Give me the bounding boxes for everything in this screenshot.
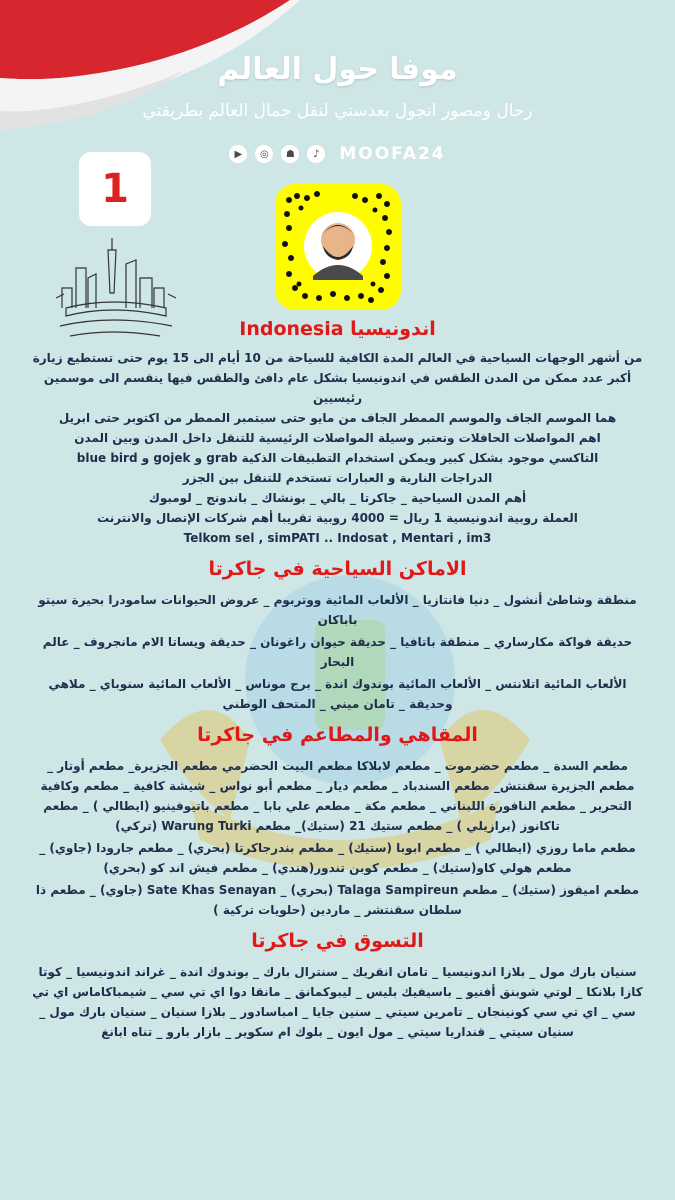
indonesia-line: هما الموسم الجاف والموسم الممطر الجاف من مايو حتى سبتمبر الممطر من اكتوبر حتى ابريل <box>58 411 617 425</box>
indonesia-line: من أشهر الوجهات السياحية في العالم المدة الكافية للسياحة من 10 أيام الى 15 يوم حتى تستطيع زيارة أكبر عدد ممكن من المدن الطقس في اندونيسيا بشكل عام دافئ والطقس فيها ينقسم الى موسمين رئيسيين <box>32 351 643 405</box>
indonesia-line: اهم المواصلات الحافلات وتعتبر وسيلة المواصلات الرئيسية للتنقل داخل المدن وبين المدن <box>74 431 601 445</box>
restaurants-line: مطعم ماما روزي (ايطالي ) _ مطعم ابوبا (ستيك) _ مطعم بندرجاكرتا (بحري) _ مطعم جارودا (جاوي) _ مطعم هولي كاو(ستيك) _ مطعم كوبن تندور(هندي) _ مطعم فيش اند كو (بحري) <box>39 841 636 875</box>
section-title-restaurants: المقاهي والمطاعم في جاكرتا <box>197 724 478 746</box>
attractions-line: الألعاب المائية اتلانتس _ الألعاب المائية بوندوك اندة _ برج موناس _ الألعاب المائية سنوباي _ ملاهي وحديقة _ تامان ميني _ المتحف الوطني <box>48 677 627 711</box>
indonesia-line: الدراجات النارية و العبارات تستخدم للتنقل بين الجزر <box>182 471 493 485</box>
brand-subtitle: رحال ومصور اتجول بعدستي لنقل جمال العالم بطريقتي <box>142 101 533 121</box>
instagram-icon[interactable]: ◎ <box>255 145 273 163</box>
snapchat-icon[interactable]: ☗ <box>281 145 299 163</box>
section-title-attractions: الاماكن السياحية في جاكرتا <box>208 558 467 580</box>
header <box>0 52 675 121</box>
indonesia-line: Telkom sel , simPATI .. Indosat , Mentari , im3 <box>183 531 492 545</box>
restaurants-line: مطعم السدة _ مطعم حضرموت _ مطعم لابلاكا مطعم البيت الحضرمي مطعم الجزيرة_ مطعم أوتار _ مطعم الجزيرة سقنتش_ مطعم السندباد _ مطعم ديار _ مطعم أبو نواس _ شيشة كافية _ مطعم وكافية التحرير _ مطعم النافورة اللبناني _ مطعم مكة _ مطعم علي بابا _ مطعم باتيوفينيو (ايطالي ) _ مطعم تاكانوز (برازيلي ) _ مطعم ستيك 21 (ستيك)_ مطعم Warung Turki (تركي) <box>40 759 635 833</box>
attractions-line: حديقة فواكة مكارساري _ منطقة باتافيا _ حديقة حيوان راغونان _ حديقة ويساتا الام مانجروف _ عالم البحار <box>42 635 633 669</box>
indonesia-line: أهم المدن السياحية _ جاكرتا _ بالي _ بونشاك _ باندونج _ لومبوك <box>148 491 527 505</box>
brand-title: موفا حول العالم <box>217 52 458 87</box>
page-number-badge: 1 <box>79 152 151 226</box>
youtube-icon[interactable]: ▶ <box>229 145 247 163</box>
section-title-shopping: التسوق في جاكرتا <box>251 930 424 952</box>
restaurants-line: مطعم اميقوز (ستيك) _ مطعم Talaga Sampireun (بحري) _ Sate Khas Senayan (جاوي) _ مطعم ذا سلطان سقنتشر _ ماردين (حلويات تركية ) <box>35 883 640 917</box>
shopping-line: سنيان بارك مول _ بلازا اندونيسيا _ تامان انقريك _ سنترال بارك _ بوندوك اندة _ غراند اندونيسيا _ كوتا كازا بلانكا _ لوتي شوبنق أفنيو _ باسيفيك بليس _ ليبوكمانق _ مانقا دوا اي تي سي _ شيمباكاماس اي تي سي _ اي تي سي كونينجان _ تامرين سيتي _ سنين جايا _ امباسادور _ بلازا سنيان _ سنيان بارك مول _ سنيان سيتي _ قنداريا سيتي _ مول ايون _ بلوك ام سكوير _ بازار بارو _ تناه ابانغ <box>32 965 643 1039</box>
tiktok-icon[interactable]: ♪ <box>307 145 325 163</box>
main-content <box>28 318 647 1044</box>
indonesia-line: العملة روبية اندونيسية 1 ريال = 4000 روبية تقريبا أهم شركات الإتصال والانترنت <box>97 511 578 525</box>
social-handle: MOOFA24 <box>339 144 446 164</box>
snapcode-qr-icon[interactable] <box>275 184 401 310</box>
indonesia-line: التاكسي موجود بشكل كبير ويمكن استخدام التطبيقات الذكية grab و gojek و blue bird <box>76 451 599 465</box>
country-title: اندونيسيا Indonesia <box>239 318 436 340</box>
attractions-line: منطقة وشاطئ أنشول _ دنيا فانتازيا _ الألعاب المائية ووتربوم _ عروض الحيوانات سامودرا بحيرة سيتو باباكان <box>38 593 637 627</box>
